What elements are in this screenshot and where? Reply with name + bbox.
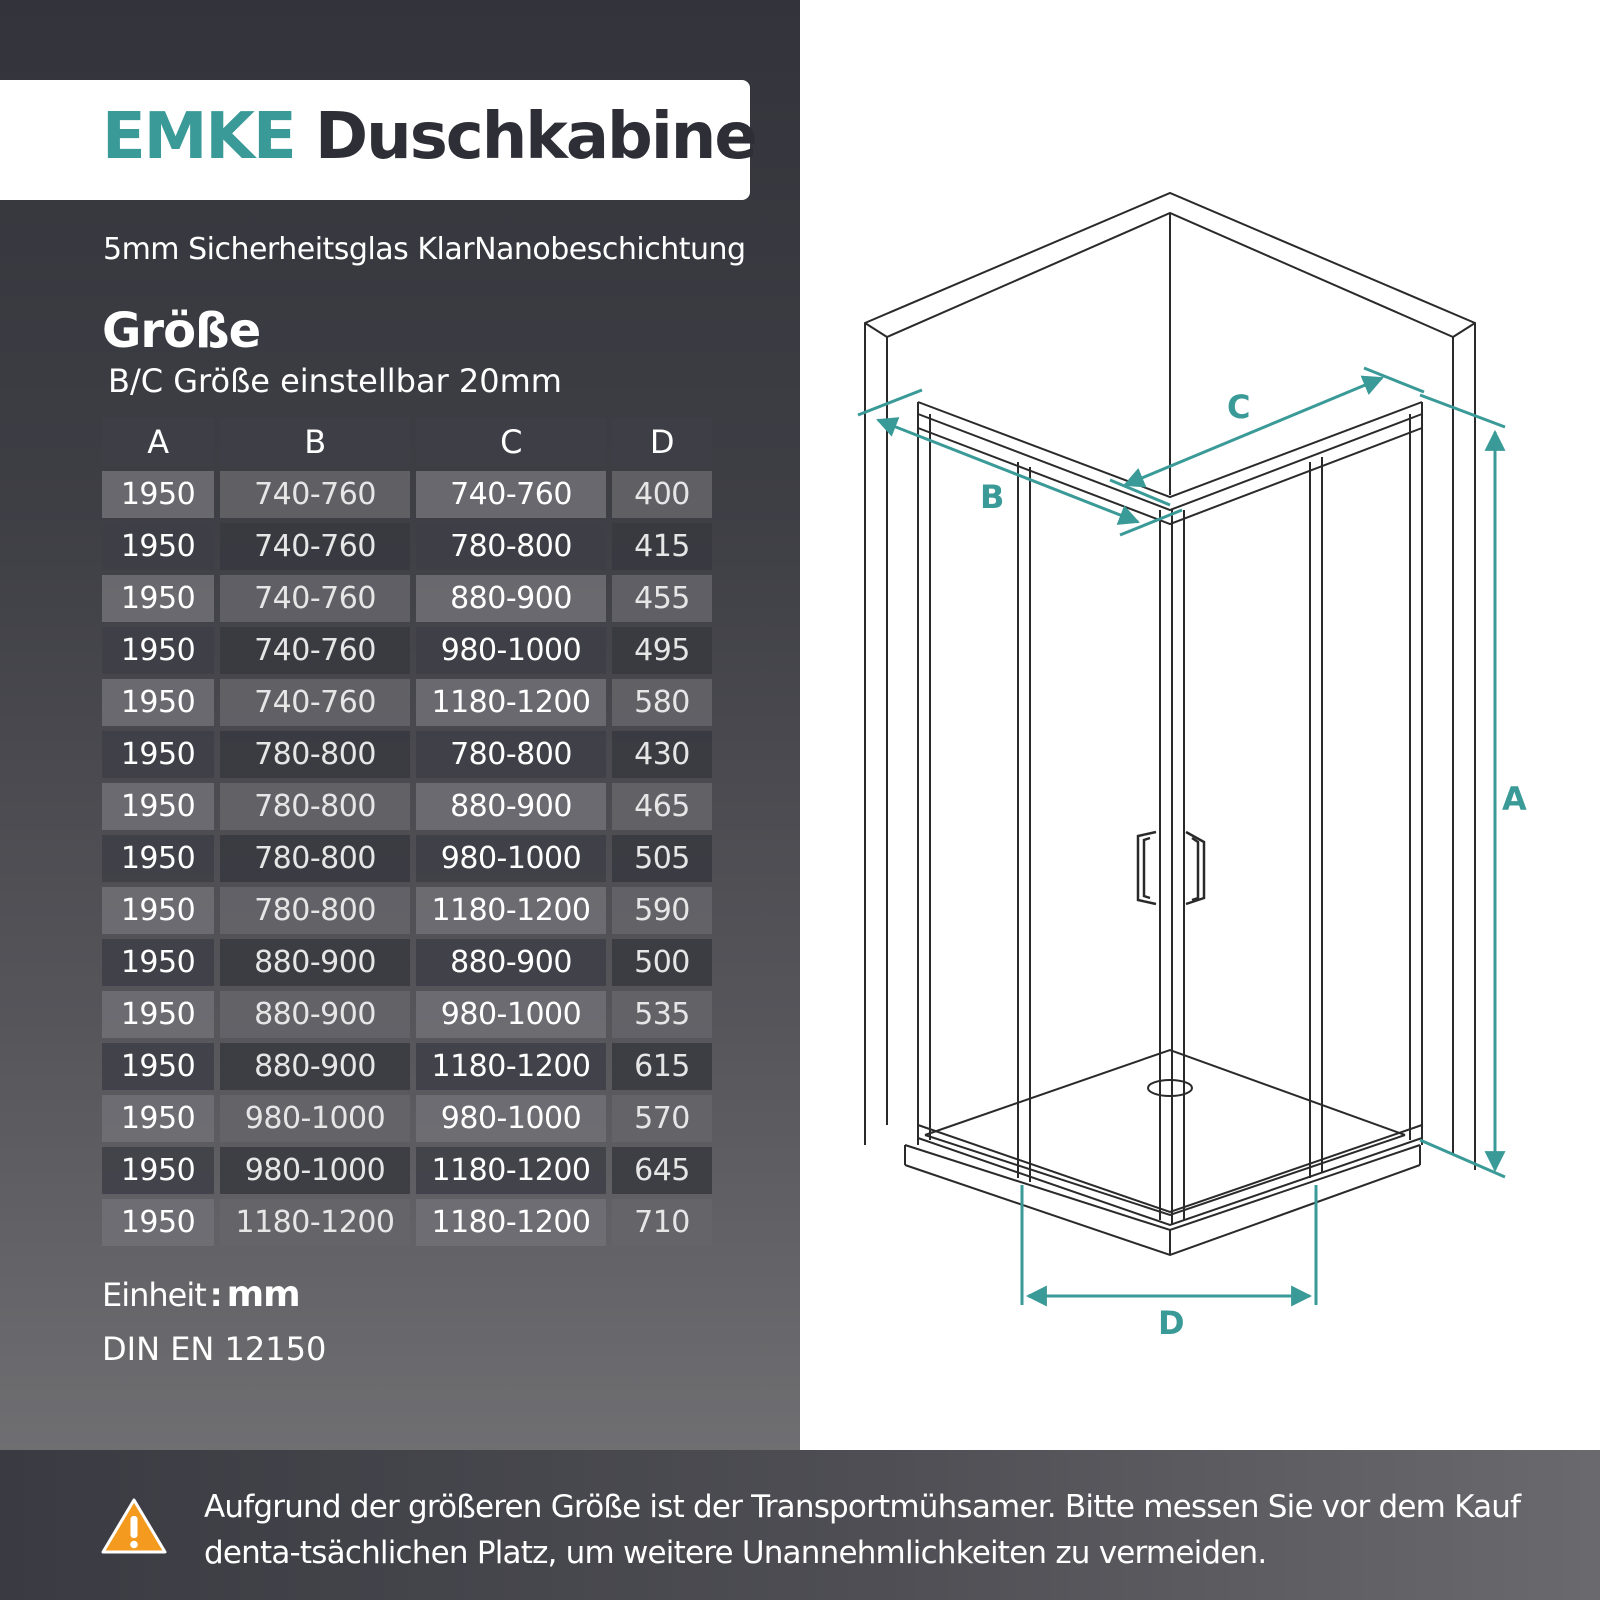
column-header-b: B: [220, 418, 410, 466]
table-row: [102, 835, 712, 882]
cell-a: 1950: [102, 679, 214, 726]
size-table: [96, 413, 718, 1251]
table-row: [102, 991, 712, 1038]
cell-b: 880-900: [220, 939, 410, 986]
table-row: [102, 731, 712, 778]
cell-a: 1950: [102, 627, 214, 674]
cell-d: 430: [612, 731, 712, 778]
cell-d: 495: [612, 627, 712, 674]
table-row: [102, 1199, 712, 1246]
brand-name: EMKE: [102, 100, 295, 174]
cell-a: 1950: [102, 939, 214, 986]
cell-c: 1180-1200: [416, 1147, 606, 1194]
cell-c: 1180-1200: [416, 1199, 606, 1246]
unit-separator: :: [209, 1276, 223, 1314]
table-row: [102, 939, 712, 986]
cell-b: 780-800: [220, 835, 410, 882]
cell-a: 1950: [102, 471, 214, 518]
dimension-label-c: C: [1227, 388, 1251, 426]
cell-b: 980-1000: [220, 1147, 410, 1194]
cell-c: 980-1000: [416, 991, 606, 1038]
table-row: [102, 783, 712, 830]
cell-c: 880-900: [416, 939, 606, 986]
dimension-label-d: D: [1158, 1304, 1185, 1340]
notice-text: [204, 1484, 1584, 1576]
cell-a: 1950: [102, 835, 214, 882]
cell-b: 740-760: [220, 627, 410, 674]
cell-b: 740-760: [220, 679, 410, 726]
cell-a: 1950: [102, 1199, 214, 1246]
table-row: [102, 471, 712, 518]
unit-line: [102, 1274, 300, 1315]
cell-b: 880-900: [220, 1043, 410, 1090]
cell-d: 570: [612, 1095, 712, 1142]
cell-b: 740-760: [220, 523, 410, 570]
notice-line-2: denta-tsächlichen Platz, um weitere Unannehmlichkeiten zu vermeiden.: [204, 1535, 1267, 1571]
product-subtitle: 5mm Sicherheitsglas KlarNanobeschichtung: [103, 232, 746, 267]
cell-b: 780-800: [220, 887, 410, 934]
cell-d: 465: [612, 783, 712, 830]
page-title: [102, 100, 756, 174]
cell-b: 740-760: [220, 471, 410, 518]
table-row: [102, 627, 712, 674]
cell-c: 980-1000: [416, 835, 606, 882]
table-body: [102, 471, 712, 1246]
table-row: [102, 523, 712, 570]
table-row: [102, 679, 712, 726]
table-row: [102, 1147, 712, 1194]
column-header-c: C: [416, 418, 606, 466]
table-row: [102, 575, 712, 622]
cell-c: 980-1000: [416, 627, 606, 674]
cell-d: 415: [612, 523, 712, 570]
table-row: [102, 887, 712, 934]
column-header-d: D: [612, 418, 712, 466]
dimension-lines: [858, 368, 1505, 1305]
cell-d: 455: [612, 575, 712, 622]
cell-b: 780-800: [220, 731, 410, 778]
cell-c: 780-800: [416, 523, 606, 570]
cell-b: 980-1000: [220, 1095, 410, 1142]
cell-d: 400: [612, 471, 712, 518]
cell-a: 1950: [102, 1147, 214, 1194]
cell-c: 1180-1200: [416, 887, 606, 934]
table-header-row: [102, 418, 712, 466]
cell-d: 580: [612, 679, 712, 726]
size-heading: Größe: [102, 303, 261, 359]
cell-c: 1180-1200: [416, 1043, 606, 1090]
cell-c: 740-760: [416, 471, 606, 518]
wall-outline: [865, 193, 1475, 1170]
cell-d: 505: [612, 835, 712, 882]
cell-b: 880-900: [220, 991, 410, 1038]
cell-d: 500: [612, 939, 712, 986]
dimension-label-a: A: [1502, 780, 1527, 818]
cell-a: 1950: [102, 1095, 214, 1142]
table-row: [102, 1043, 712, 1090]
cell-b: 1180-1200: [220, 1199, 410, 1246]
cell-b: 780-800: [220, 783, 410, 830]
warning-icon: [100, 1496, 168, 1556]
cell-d: 535: [612, 991, 712, 1038]
product-name: Duschkabine: [315, 100, 756, 174]
column-header-a: A: [102, 418, 214, 466]
cell-a: 1950: [102, 731, 214, 778]
unit-label: Einheit: [102, 1276, 206, 1314]
cell-a: 1950: [102, 575, 214, 622]
unit-value: mm: [226, 1274, 300, 1315]
cell-a: 1950: [102, 887, 214, 934]
dimension-label-b: B: [980, 478, 1005, 516]
cell-c: 1180-1200: [416, 679, 606, 726]
cell-a: 1950: [102, 783, 214, 830]
adjust-note: B/C Größe einstellbar 20mm: [108, 362, 562, 400]
cell-a: 1950: [102, 523, 214, 570]
cell-c: 880-900: [416, 783, 606, 830]
cell-a: 1950: [102, 991, 214, 1038]
cell-c: 980-1000: [416, 1095, 606, 1142]
cell-b: 740-760: [220, 575, 410, 622]
cell-d: 645: [612, 1147, 712, 1194]
cell-a: 1950: [102, 1043, 214, 1090]
cell-d: 590: [612, 887, 712, 934]
glass-doors: [918, 402, 1422, 1225]
cell-d: 710: [612, 1199, 712, 1246]
cell-c: 880-900: [416, 575, 606, 622]
notice-line-1: Aufgrund der größeren Größe ist der Transportmühsamer. Bitte messen Sie vor dem Kauf: [204, 1489, 1521, 1525]
cell-d: 615: [612, 1043, 712, 1090]
glass-standard: DIN EN 12150: [102, 1330, 327, 1368]
table-row: [102, 1095, 712, 1142]
shower-dimension-diagram: [820, 180, 1580, 1340]
cell-c: 780-800: [416, 731, 606, 778]
